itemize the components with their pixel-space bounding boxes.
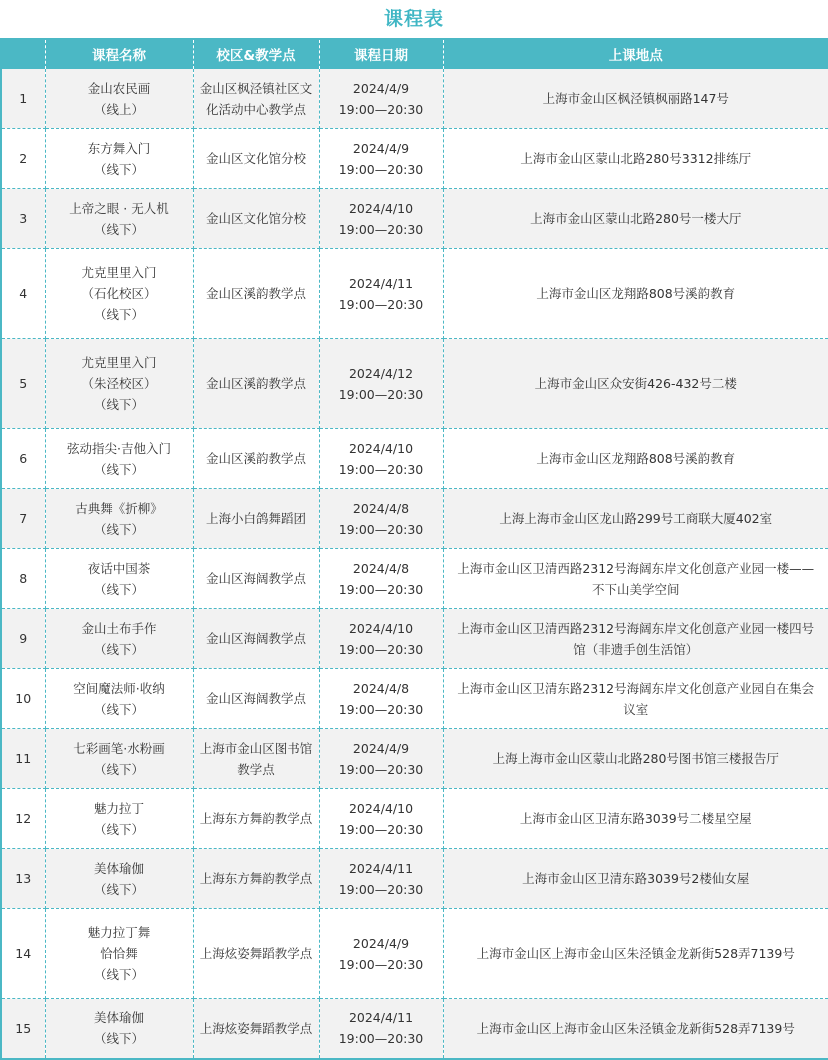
row-number: 2 (1, 129, 45, 189)
date-line: 2024/4/9 (352, 935, 410, 951)
date-line: 19:00—20:30 (338, 161, 424, 177)
table-row (1, 849, 828, 909)
campus-line: 教学点 (237, 761, 275, 777)
course-name-line: （线下） (93, 221, 144, 237)
row-number: 11 (1, 729, 45, 789)
date-line: 2024/4/9 (352, 140, 410, 156)
date-cell (319, 339, 443, 429)
location-cell (443, 729, 828, 789)
location-cell (443, 849, 828, 909)
course-name-line: 空间魔法师·收纳 (73, 680, 165, 696)
date-line: 2024/4/12 (348, 365, 414, 381)
campus-cell (193, 429, 319, 489)
course-name-line: （线下） (93, 967, 144, 982)
campus-cell (193, 849, 319, 909)
date-line: 2024/4/10 (348, 620, 414, 636)
location-line: 议室 (623, 701, 649, 717)
course-name-line: （线下） (93, 397, 144, 412)
campus-line: 金山区溪韵教学点 (205, 286, 306, 301)
header-campus: 校区&教学点 (193, 39, 319, 69)
page-title: 课程表 (383, 8, 444, 30)
course-name-line: 尤克里里入门 (81, 265, 157, 280)
course-name-line: 古典舞《折柳》 (75, 500, 163, 516)
location-line: 上海市金山区蒙山北路280号一楼大厅 (530, 211, 742, 226)
location-line: 上海市金山区卫清东路3039号2楼仙女屋 (522, 871, 750, 886)
location-cell (443, 489, 828, 549)
date-cell (319, 549, 443, 609)
course-name-line: （线下） (93, 881, 144, 897)
course-name-line: （线下） (93, 1031, 144, 1047)
table-row (1, 789, 828, 849)
row-number: 12 (1, 789, 45, 849)
course-name-cell (45, 69, 193, 129)
date-cell (319, 429, 443, 489)
date-line: 2024/4/10 (348, 200, 414, 216)
campus-cell (193, 789, 319, 849)
campus-cell (193, 249, 319, 339)
location-line: 上海上海市金山区蒙山北路280号图书馆三楼报告厅 (492, 751, 779, 766)
location-line: 上海市金山区龙翔路808号溪韵教育 (536, 451, 736, 466)
date-line: 19:00—20:30 (338, 101, 424, 117)
location-line: 馆（非遗手创生活馆） (573, 641, 699, 657)
date-line: 2024/4/8 (352, 500, 410, 516)
location-cell (443, 69, 828, 129)
row-number: 8 (1, 549, 45, 609)
row-number: 7 (1, 489, 45, 549)
course-name-line: （线下） (93, 581, 144, 597)
campus-line: 金山区海阔教学点 (205, 571, 306, 586)
location-cell (443, 129, 828, 189)
location-line: 上海市金山区卫清西路2312号海阔东岸文化创意产业园一楼四号 (457, 620, 815, 636)
row-number: 10 (1, 669, 45, 729)
row-number: 13 (1, 849, 45, 909)
date-line: 19:00—20:30 (338, 821, 424, 837)
row-number: 5 (1, 339, 45, 429)
course-name-cell (45, 549, 193, 609)
course-name-line: 夜话中国茶 (87, 560, 151, 576)
date-line: 19:00—20:30 (338, 761, 424, 777)
course-name-line: （石化校区） (81, 286, 157, 301)
location-cell (443, 669, 828, 729)
course-name-line: （线下） (93, 461, 144, 477)
course-name-line: （线上） (93, 101, 144, 117)
date-cell (319, 489, 443, 549)
campus-line: 金山区文化馆分校 (205, 151, 306, 166)
row-number: 6 (1, 429, 45, 489)
campus-cell (193, 189, 319, 249)
course-name-line: （线下） (93, 821, 144, 837)
course-name-line: 魅力拉丁 (93, 800, 144, 816)
course-name-line: （线下） (93, 521, 144, 537)
table-row (1, 189, 828, 249)
table-row (1, 999, 828, 1059)
date-line: 2024/4/11 (348, 860, 414, 876)
campus-cell (193, 729, 319, 789)
table-row (1, 69, 828, 129)
campus-line: 化活动中心教学点 (205, 101, 306, 117)
course-name-line: 金山农民画 (87, 80, 151, 96)
table-row (1, 489, 828, 549)
course-name-line: （线下） (93, 701, 144, 717)
date-cell (319, 69, 443, 129)
campus-line: 上海炫姿舞蹈教学点 (199, 1020, 313, 1036)
date-line: 19:00—20:30 (338, 641, 424, 657)
date-cell (319, 189, 443, 249)
location-line: 上海市金山区卫清西路2312号海阔东岸文化创意产业园一楼—— (457, 560, 815, 576)
course-name-line: 七彩画笔·水粉画 (73, 740, 165, 756)
location-line: 上海市金山区上海市金山区朱泾镇金龙新街528弄7139号 (476, 1020, 795, 1036)
course-name-cell (45, 609, 193, 669)
table-header-row (1, 39, 828, 69)
course-name-line: 魅力拉丁舞 (87, 925, 151, 940)
date-line: 2024/4/9 (352, 740, 410, 756)
table-row (1, 339, 828, 429)
date-cell (319, 249, 443, 339)
course-name-cell (45, 129, 193, 189)
course-name-cell (45, 489, 193, 549)
table-row (1, 129, 828, 189)
date-cell (319, 909, 443, 999)
location-line: 不下山美学空间 (591, 581, 680, 597)
campus-cell (193, 339, 319, 429)
row-number: 14 (1, 909, 45, 999)
date-cell (319, 999, 443, 1059)
date-cell (319, 669, 443, 729)
course-name-line: （线下） (93, 761, 144, 777)
location-cell (443, 339, 828, 429)
date-cell (319, 129, 443, 189)
table-row (1, 909, 828, 999)
location-cell (443, 909, 828, 999)
row-number: 4 (1, 249, 45, 339)
campus-cell (193, 669, 319, 729)
course-name-line: 金山土布手作 (81, 620, 157, 636)
campus-line: 金山区溪韵教学点 (205, 376, 306, 391)
table-row (1, 609, 828, 669)
row-number: 15 (1, 999, 45, 1059)
campus-cell (193, 69, 319, 129)
row-number: 1 (1, 69, 45, 129)
course-name-line: 恰恰舞 (100, 946, 138, 961)
campus-line: 金山区海阔教学点 (205, 631, 306, 646)
date-line: 19:00—20:30 (338, 221, 424, 237)
course-name-cell (45, 669, 193, 729)
course-name-line: 东方舞入门 (87, 140, 151, 156)
campus-line: 上海市金山区图书馆 (199, 740, 313, 756)
course-name-cell (45, 729, 193, 789)
date-line: 19:00—20:30 (338, 521, 424, 537)
date-line: 2024/4/10 (348, 440, 414, 456)
date-cell (319, 729, 443, 789)
date-line: 19:00—20:30 (338, 701, 424, 717)
location-cell (443, 429, 828, 489)
campus-line: 金山区枫泾镇社区文 (199, 80, 313, 96)
date-line: 2024/4/8 (352, 560, 410, 576)
location-line: 上海市金山区龙翔路808号溪韵教育 (536, 286, 736, 301)
header-location: 上课地点 (443, 39, 828, 69)
table-row (1, 669, 828, 729)
course-name-line: （朱泾校区） (81, 376, 157, 391)
table-row (1, 549, 828, 609)
campus-cell (193, 549, 319, 609)
location-line: 上海市金山区卫清东路3039号二楼星空屋 (519, 811, 752, 826)
campus-cell (193, 489, 319, 549)
course-schedule-table (0, 38, 828, 1060)
date-cell (319, 789, 443, 849)
date-line: 2024/4/9 (352, 80, 410, 96)
campus-line: 上海小白鸽舞蹈团 (205, 511, 306, 526)
location-line: 上海市金山区上海市金山区朱泾镇金龙新街528弄7139号 (476, 946, 795, 961)
course-name-cell (45, 849, 193, 909)
course-name-line: （线下） (93, 307, 144, 322)
table-row (1, 429, 828, 489)
campus-line: 金山区海阔教学点 (205, 691, 306, 706)
course-name-line: （线下） (93, 641, 144, 657)
row-number: 9 (1, 609, 45, 669)
date-line: 19:00—20:30 (338, 296, 424, 312)
location-line: 上海市金山区蒙山北路280号3312排练厅 (520, 151, 752, 166)
course-name-cell (45, 339, 193, 429)
campus-line: 上海东方舞韵教学点 (199, 871, 313, 886)
date-cell (319, 609, 443, 669)
date-line: 2024/4/10 (348, 800, 414, 816)
location-cell (443, 789, 828, 849)
course-name-cell (45, 909, 193, 999)
course-name-cell (45, 999, 193, 1059)
date-line: 2024/4/8 (352, 680, 410, 696)
course-name-cell (45, 249, 193, 339)
campus-line: 上海炫姿舞蹈教学点 (199, 946, 313, 961)
row-number: 3 (1, 189, 45, 249)
header-course-name: 课程名称 (45, 39, 193, 69)
campus-cell (193, 609, 319, 669)
header-date: 课程日期 (319, 39, 443, 69)
campus-line: 金山区文化馆分校 (205, 211, 306, 226)
course-name-cell (45, 789, 193, 849)
location-line: 上海市金山区卫清东路2312号海阔东岸文化创意产业园自在集会 (457, 680, 815, 696)
date-line: 2024/4/11 (348, 1010, 414, 1026)
location-cell (443, 609, 828, 669)
date-line: 19:00—20:30 (338, 461, 424, 477)
date-line: 19:00—20:30 (338, 1031, 424, 1047)
location-line: 上海上海市金山区龙山路299号工商联大厦402室 (499, 511, 773, 526)
date-cell (319, 849, 443, 909)
course-name-line: 上帝之眼 · 无人机 (69, 200, 169, 216)
campus-line: 金山区溪韵教学点 (205, 451, 306, 466)
course-name-cell (45, 189, 193, 249)
course-name-cell (45, 429, 193, 489)
course-name-line: 美体瑜伽 (93, 1010, 144, 1026)
course-name-line: 尤克里里入门 (81, 355, 157, 370)
header-index (1, 39, 45, 69)
course-name-line: （线下） (93, 161, 144, 177)
location-cell (443, 549, 828, 609)
location-cell (443, 249, 828, 339)
campus-line: 上海东方舞韵教学点 (199, 811, 313, 826)
location-cell (443, 999, 828, 1059)
table-row (1, 249, 828, 339)
date-line: 2024/4/11 (348, 275, 414, 291)
campus-cell (193, 129, 319, 189)
location-line: 上海市金山区众安街426-432号二楼 (534, 376, 737, 391)
campus-cell (193, 999, 319, 1059)
table-row (1, 729, 828, 789)
campus-cell (193, 909, 319, 999)
location-cell (443, 189, 828, 249)
date-line: 19:00—20:30 (338, 386, 424, 402)
course-name-line: 美体瑜伽 (93, 860, 144, 876)
date-line: 19:00—20:30 (338, 581, 424, 597)
date-line: 19:00—20:30 (338, 956, 424, 972)
location-line: 上海市金山区枫泾镇枫丽路147号 (542, 91, 729, 106)
date-line: 19:00—20:30 (338, 881, 424, 897)
course-name-line: 弦动指尖·吉他入门 (67, 440, 171, 456)
